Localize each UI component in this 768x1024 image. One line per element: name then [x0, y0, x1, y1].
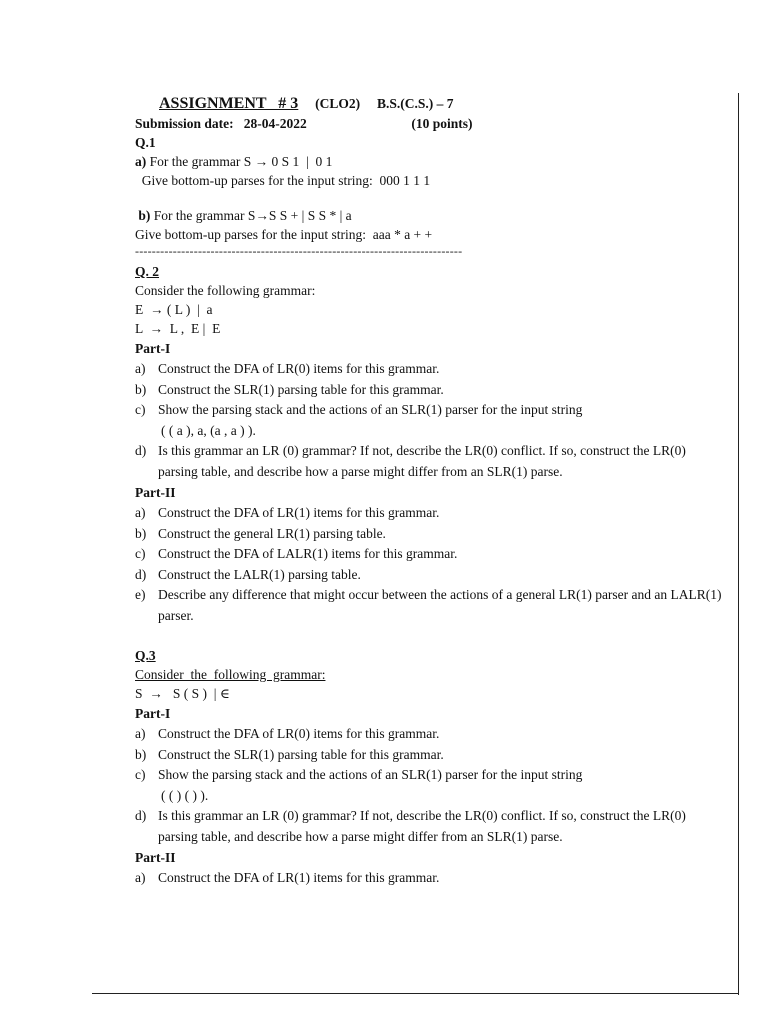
q3-heading: Q.3	[135, 648, 156, 663]
q2-part1-item-c: c) Show the parsing stack and the actions of an SLR(1) parser for the input string ( ( a ), a, (a , a ) ).	[135, 402, 583, 438]
page-border-bottom	[92, 993, 739, 994]
q2-part2-title: Part-II	[135, 485, 176, 500]
q2-part2-item-e: e) Describe any difference that might occur between the actions of a general LR(1) parser and an LALR(1) parser.	[135, 587, 722, 623]
q2-part2-item-d: d) Construct the LALR(1) parsing table.	[135, 566, 361, 582]
q3-rule: S → S ( S ) | ∈	[135, 686, 230, 701]
submission-date: Submission date: 28-04-2022	[135, 116, 307, 131]
q2-part2-item-a: a) Construct the DFA of LR(1) items for this grammar.	[135, 505, 440, 520]
q1-a-grammar: For the grammar S → 0 S 1 | 0 1	[149, 154, 333, 169]
q2-input-string: ( ( a ), a, (a , a ) ).	[161, 422, 256, 438]
clo-label: (CLO2)	[315, 96, 361, 111]
q2-rule-2: L → L , E | E	[135, 321, 221, 336]
section-divider: ------------------------------------------------------------------------------	[135, 244, 463, 258]
q2-part1-item-b: b) Construct the SLR(1) parsing table for this grammar.	[135, 381, 444, 397]
points-label: (10 points)	[411, 116, 473, 131]
q3-part2-title: Part-II	[135, 850, 176, 865]
q1-b-label: b)	[138, 208, 151, 223]
q1-a-task-row	[135, 171, 725, 190]
header-row	[135, 94, 725, 114]
q1-heading: Q.1	[135, 135, 156, 150]
q2-part1-item-a: a) Construct the DFA of LR(0) items for this grammar.	[135, 361, 440, 376]
q3-part2-item-a: a) Construct the DFA of LR(1) items for this grammar.	[135, 870, 440, 885]
assignment-document	[135, 94, 725, 889]
submission-row	[135, 114, 725, 133]
q3-part1-item-a: a) Construct the DFA of LR(0) items for this grammar.	[135, 726, 440, 741]
q1-b-grammar: For the grammar S→S S + | S S * | a	[153, 208, 352, 223]
q2-part2-item-b: b) Construct the general LR(1) parsing table.	[135, 525, 386, 541]
q1-b-task: Give bottom-up parses for the input string: aaa * a + +	[135, 227, 433, 242]
q2-intro: Consider the following grammar:	[135, 283, 316, 298]
q3-part1-item-d: d) Is this grammar an LR (0) grammar? If not, describe the LR(0) conflict. If so, construct the LR(0) parsing table, and describe how a parse might differ from an SLR(1) parse.	[135, 808, 686, 844]
q2-part1-item-d: d) Is this grammar an LR (0) grammar? If not, describe the LR(0) conflict. If so, construct the LR(0) parsing table, and describe how a parse might differ from an SLR(1) parse.	[135, 443, 686, 479]
q1-a-label: a)	[135, 154, 147, 169]
q1-a-grammar-row	[135, 152, 725, 171]
q3-intro: Consider the following grammar:	[135, 667, 326, 682]
q1-a-task: Give bottom-up parses for the input string: 000 1 1 1	[141, 173, 431, 188]
q2-part2-item-c: c) Construct the DFA of LALR(1) items for this grammar.	[135, 546, 458, 561]
q3-input-string: ( ( ) ( ) ).	[161, 787, 209, 803]
page-border-right	[738, 93, 739, 995]
program-label: B.S.(C.S.) – 7	[377, 96, 454, 111]
q2-heading: Q. 2	[135, 264, 160, 279]
q3-part1-item-b: b) Construct the SLR(1) parsing table for this grammar.	[135, 746, 444, 762]
q3-part1-title: Part-I	[135, 706, 171, 721]
q1-b-grammar-row	[135, 206, 725, 225]
q3-part1-item-c: c) Show the parsing stack and the actions of an SLR(1) parser for the input string ( ( ) ( ) ).	[135, 767, 583, 803]
q2-rule-1: E → ( L ) | a	[135, 302, 213, 317]
q2-part1-title: Part-I	[135, 341, 171, 356]
assignment-title: ASSIGNMENT # 3	[159, 95, 299, 112]
